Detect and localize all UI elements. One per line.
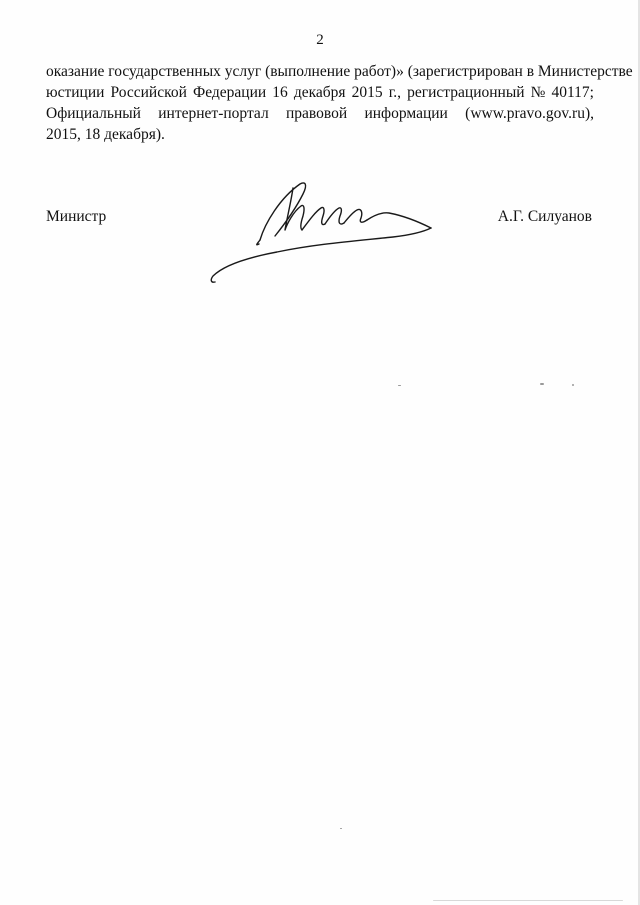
word: Официальный <box>46 105 141 122</box>
word: (www.pravo.gov.ru), <box>465 105 594 122</box>
word: 2015 <box>351 84 383 101</box>
word: г., <box>388 84 402 101</box>
word: декабря <box>293 84 346 101</box>
word: интернет-портал <box>158 105 269 122</box>
word: 40117; <box>551 84 594 101</box>
word: юстиции <box>46 84 105 101</box>
page-number: 2 <box>316 32 324 48</box>
scan-speck <box>340 828 342 829</box>
word: Российской <box>110 84 187 101</box>
scan-speck <box>540 383 544 385</box>
handwritten-signature <box>205 178 440 290</box>
word: № <box>530 84 546 101</box>
signatory-name: А.Г. Силуанов <box>497 208 592 225</box>
scan-edge-line <box>433 900 623 901</box>
paragraph-line-1: оказание государственных услуг (выполнение работ)» (зарегистрирован в Министерстве <box>46 63 633 80</box>
paragraph-line-3 <box>46 103 594 124</box>
position-title: Министр <box>46 208 107 225</box>
word: 16 <box>272 84 288 101</box>
word: правовой <box>286 105 348 122</box>
paragraph-line-4: 2015, 18 декабря). <box>46 126 165 143</box>
word: информации <box>364 105 448 122</box>
word: регистрационный <box>407 84 525 101</box>
scan-speck <box>572 384 574 386</box>
paragraph-line-2 <box>46 82 594 103</box>
body-paragraph <box>46 61 633 145</box>
word: Федерации <box>192 84 267 101</box>
scan-speck <box>398 385 401 386</box>
